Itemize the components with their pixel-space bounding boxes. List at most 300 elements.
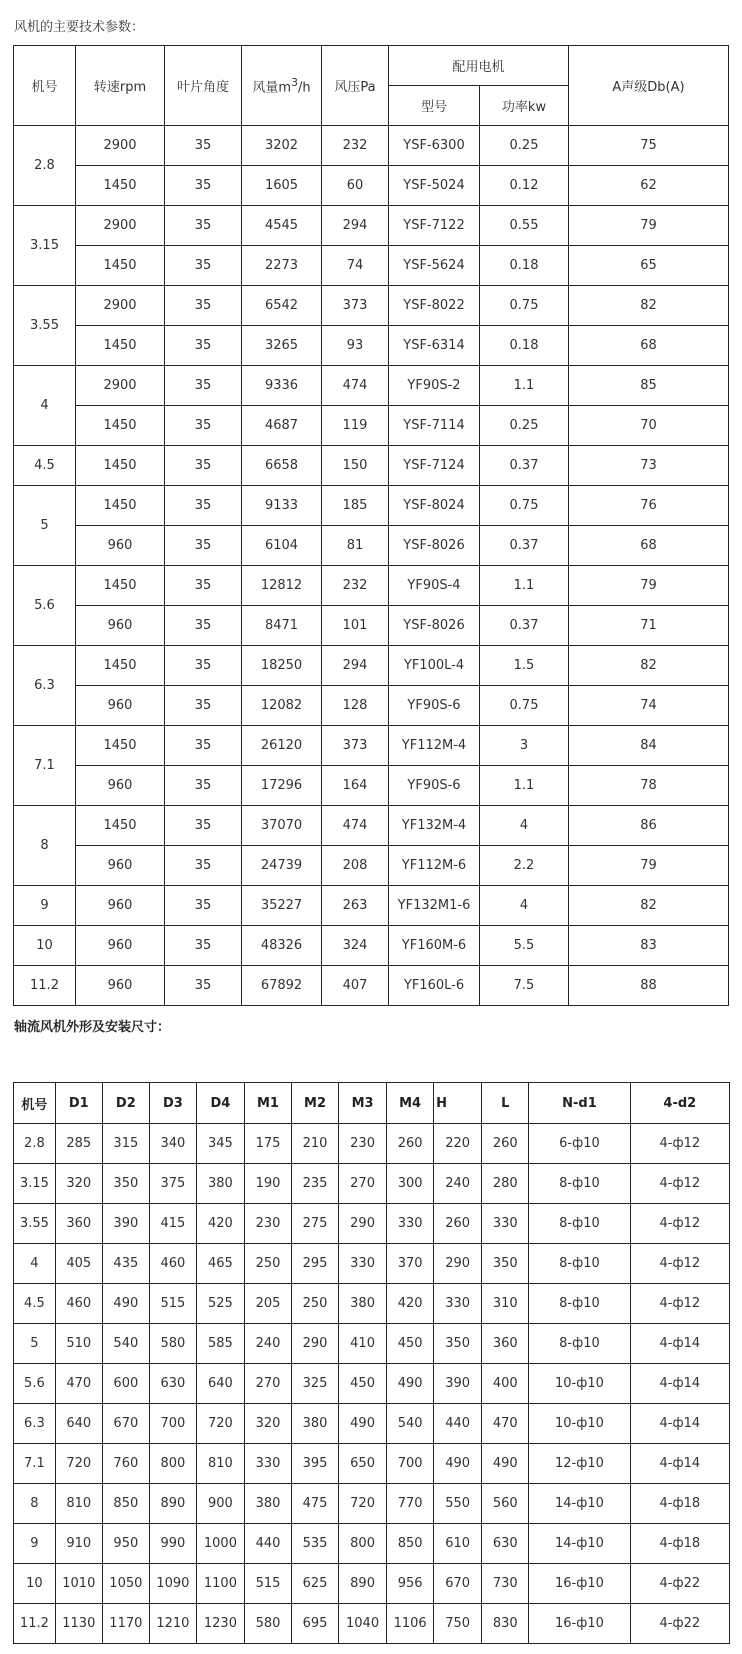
col-motor-group: 配用电机 [389,46,569,86]
model-cell: 7.1 [14,726,76,806]
fan-parameters-table [13,45,729,1006]
table-cell: 3.15 [14,1164,56,1204]
table-cell: 6.3 [14,1404,56,1444]
table-cell: 250 [292,1284,339,1324]
table-cell: 12812 [242,566,322,606]
table-cell: 78 [569,766,729,806]
col-air-flow [242,46,322,126]
table-cell: 1450 [76,486,165,526]
table-cell: 350 [434,1324,482,1364]
table-cell: 4.5 [14,1284,56,1324]
model-cell: 4 [14,366,76,446]
table-cell: 4-ф12 [630,1284,729,1324]
column-header: 机号 [14,1083,56,1124]
table-cell: 460 [149,1244,196,1284]
table-cell: 1100 [196,1564,244,1604]
model-cell: 6.3 [14,646,76,726]
table-row [14,206,729,246]
table-cell: 8471 [242,606,322,646]
table-cell: 79 [569,566,729,606]
table-cell: 1210 [149,1604,196,1644]
table-cell: 35 [165,366,242,406]
table-row [14,1284,730,1324]
table-cell: 1450 [76,566,165,606]
table-cell: 17296 [242,766,322,806]
table-cell: 205 [244,1284,291,1324]
table-cell: 960 [76,526,165,566]
model-cell: 10 [14,926,76,966]
col-pressure: 风压Pa [322,46,389,126]
table-cell: 128 [322,686,389,726]
table-cell: 60 [322,166,389,206]
table-cell: 720 [55,1444,102,1484]
table-cell: 35 [165,286,242,326]
table-row [14,1244,730,1284]
table-cell: 960 [76,926,165,966]
table-cell: 1040 [339,1604,387,1644]
table-cell: 435 [102,1244,149,1284]
column-header: D1 [55,1083,102,1124]
table-cell: 395 [292,1444,339,1484]
table-cell: 185 [322,486,389,526]
table-cell: 350 [482,1244,529,1284]
table-cell: 295 [292,1244,339,1284]
table-cell: 35 [165,886,242,926]
col-blade-angle: 叶片角度 [165,46,242,126]
table-cell: 14-ф10 [529,1484,630,1524]
table-cell: 474 [322,806,389,846]
table-row [14,366,729,406]
table-cell: 263 [322,886,389,926]
table-cell: 14-ф10 [529,1524,630,1564]
table-cell: 380 [339,1284,387,1324]
table-cell: YF132M-4 [389,806,480,846]
model-cell: 3.55 [14,286,76,366]
table-cell: 960 [76,886,165,926]
table-cell: 0.37 [480,446,569,486]
table-cell: 380 [196,1164,244,1204]
table-row [14,326,729,366]
table-cell: 400 [482,1364,529,1404]
table-cell: 4-ф12 [630,1244,729,1284]
table-cell: 74 [569,686,729,726]
table-cell: 1130 [55,1604,102,1644]
table-cell: 83 [569,926,729,966]
table-cell: 720 [339,1484,387,1524]
table-cell: 10 [14,1564,56,1604]
table-row [14,526,729,566]
table-cell: YF90S-6 [389,766,480,806]
table-cell: 1010 [55,1564,102,1604]
table-cell: 84 [569,726,729,766]
table-cell: 93 [322,326,389,366]
table-row [14,446,729,486]
table-cell: YF90S-4 [389,566,480,606]
table-cell: 440 [434,1404,482,1444]
model-cell: 2.8 [14,126,76,206]
table-cell: 420 [196,1204,244,1244]
table-cell: 2900 [76,206,165,246]
table-cell: 35 [165,246,242,286]
table-cell: 760 [102,1444,149,1484]
table-cell: 0.37 [480,526,569,566]
table-row [14,646,729,686]
table-cell: 65 [569,246,729,286]
table-cell: 270 [339,1164,387,1204]
table-row [14,846,729,886]
table-row [14,1164,730,1204]
table-row [14,1324,730,1364]
table-cell: 35 [165,166,242,206]
table-cell: 35 [165,326,242,366]
table-cell: 1106 [387,1604,434,1644]
table-cell: 11.2 [14,1604,56,1644]
table-cell: 6-ф10 [529,1124,630,1164]
column-header: D3 [149,1083,196,1124]
table-row [14,126,729,166]
table-cell: 6542 [242,286,322,326]
table-cell: 8-ф10 [529,1204,630,1244]
table-cell: 70 [569,406,729,446]
table-cell: 720 [196,1404,244,1444]
table-cell: 510 [55,1324,102,1364]
table-cell: 79 [569,846,729,886]
table-cell: 475 [292,1484,339,1524]
table-cell: 956 [387,1564,434,1604]
table-cell: 4-ф18 [630,1524,729,1564]
table-cell: 670 [434,1564,482,1604]
table-cell: 260 [434,1204,482,1244]
table-cell: 373 [322,726,389,766]
table-cell: 208 [322,846,389,886]
table-row [14,886,729,926]
table-cell: 6104 [242,526,322,566]
table-cell: 175 [244,1124,291,1164]
column-header: M4 [387,1083,434,1124]
table-cell: 285 [55,1124,102,1164]
table-row [14,1204,730,1244]
table-cell: 1450 [76,646,165,686]
table-cell: 7.5 [480,966,569,1006]
column-header: 4-d2 [630,1083,729,1124]
model-cell: 5 [14,486,76,566]
table-cell: 515 [149,1284,196,1324]
table-cell: 800 [149,1444,196,1484]
table-cell: 325 [292,1364,339,1404]
table-cell: 450 [339,1364,387,1404]
table-cell: 450 [387,1324,434,1364]
table-cell: 235 [292,1164,339,1204]
table-cell: 240 [434,1164,482,1204]
table-cell: 9336 [242,366,322,406]
table-cell: YF90S-2 [389,366,480,406]
table-cell: 0.18 [480,246,569,286]
table-cell: 300 [387,1164,434,1204]
table-cell: 35 [165,646,242,686]
table-cell: 2273 [242,246,322,286]
table-row [14,1484,730,1524]
table-cell: YSF-8026 [389,526,480,566]
table-cell: 850 [387,1524,434,1564]
table-cell: 4-ф22 [630,1564,729,1604]
table-cell: 330 [434,1284,482,1324]
model-cell: 4.5 [14,446,76,486]
table-cell: 101 [322,606,389,646]
table-cell: 294 [322,206,389,246]
table-cell: 320 [55,1164,102,1204]
table-cell: 260 [387,1124,434,1164]
table-cell: 4687 [242,406,322,446]
table-cell: YSF-8026 [389,606,480,646]
table-cell: YSF-8022 [389,286,480,326]
table-cell: 370 [387,1244,434,1284]
table-cell: 7.1 [14,1444,56,1484]
col-model: 机号 [14,46,76,126]
table-cell: 24739 [242,846,322,886]
table-cell: 580 [149,1324,196,1364]
table-cell: 330 [387,1204,434,1244]
table-cell: 625 [292,1564,339,1604]
table-cell: YSF-6314 [389,326,480,366]
table-cell: 375 [149,1164,196,1204]
table-cell: YF112M-4 [389,726,480,766]
table-cell: 294 [322,646,389,686]
table-row [14,606,729,646]
table-cell: 800 [339,1524,387,1564]
table-cell: 960 [76,846,165,886]
table-cell: YF132M1-6 [389,886,480,926]
table-cell: 1090 [149,1564,196,1604]
column-header: H [434,1083,482,1124]
table-cell: 62 [569,166,729,206]
table-cell: 700 [149,1404,196,1444]
table-cell: 1050 [102,1564,149,1604]
table-cell: 525 [196,1284,244,1324]
table-cell: 164 [322,766,389,806]
table-cell: 73 [569,446,729,486]
table-row [14,246,729,286]
table-cell: 580 [244,1604,291,1644]
table-cell: 35 [165,526,242,566]
table-cell: 470 [482,1404,529,1444]
table-cell: 3 [480,726,569,766]
table-cell: 440 [244,1524,291,1564]
table-cell: YSF-8024 [389,486,480,526]
table-cell: 610 [434,1524,482,1564]
table-cell: 380 [292,1404,339,1444]
table-cell: 350 [102,1164,149,1204]
table-cell: 730 [482,1564,529,1604]
table-row [14,566,729,606]
table-cell: 75 [569,126,729,166]
table-cell: 4-ф18 [630,1484,729,1524]
table-cell: 470 [55,1364,102,1404]
table-cell: 4-ф14 [630,1404,729,1444]
table-cell: 4-ф22 [630,1604,729,1644]
table-cell: YF160M-6 [389,926,480,966]
table-cell: 1.1 [480,566,569,606]
table-cell: 8-ф10 [529,1164,630,1204]
table-cell: 119 [322,406,389,446]
table-cell: 10-ф10 [529,1364,630,1404]
table-cell: 35 [165,606,242,646]
table-row [14,1444,730,1484]
table-cell: 2.8 [14,1124,56,1164]
table-cell: 415 [149,1204,196,1244]
column-header: M3 [339,1083,387,1124]
table-row [14,686,729,726]
table-cell: 360 [482,1324,529,1364]
flow-unit-suffix: /h [297,80,311,96]
table-cell: YSF-7114 [389,406,480,446]
table-cell: 6658 [242,446,322,486]
table-cell: 1450 [76,446,165,486]
table-cell: 600 [102,1364,149,1404]
table-row [14,286,729,326]
table-cell: 310 [482,1284,529,1324]
table-cell: 330 [339,1244,387,1284]
table-cell: 8-ф10 [529,1244,630,1284]
table-cell: 890 [339,1564,387,1604]
table-cell: YSF-5624 [389,246,480,286]
table-cell: YSF-5024 [389,166,480,206]
flow-unit-exponent: 3 [291,75,298,89]
table-cell: 1000 [196,1524,244,1564]
table-cell: 275 [292,1204,339,1244]
table-cell: 0.18 [480,326,569,366]
table-cell: 18250 [242,646,322,686]
table-cell: 490 [339,1404,387,1444]
table-row [14,1404,730,1444]
table-cell: 4 [14,1244,56,1284]
table-cell: 82 [569,886,729,926]
table-cell: 4-ф14 [630,1324,729,1364]
table-cell: 0.75 [480,486,569,526]
col-sound-level: A声级Db(A) [569,46,729,126]
table-cell: 230 [339,1124,387,1164]
table-cell: 1.1 [480,366,569,406]
table-cell: 1605 [242,166,322,206]
table-cell: 232 [322,566,389,606]
table-cell: 12082 [242,686,322,726]
table-cell: 560 [482,1484,529,1524]
table-cell: 1170 [102,1604,149,1644]
table-row [14,1524,730,1564]
flow-label: 风量m [252,80,292,96]
table-cell: 82 [569,286,729,326]
dimensions-table [13,1082,730,1644]
table-cell: 320 [244,1404,291,1444]
table-cell: 71 [569,606,729,646]
table-cell: 0.75 [480,686,569,726]
table-cell: 35 [165,726,242,766]
dimensions-body [14,1124,730,1644]
table-cell: 35 [165,566,242,606]
table-cell: 35 [165,806,242,846]
table-cell: 330 [244,1444,291,1484]
col-motor-type: 型号 [389,86,480,126]
table-cell: 390 [102,1204,149,1244]
column-header: D2 [102,1083,149,1124]
table-cell: 35 [165,486,242,526]
table-cell: 540 [102,1324,149,1364]
table-cell: 5.6 [14,1364,56,1404]
table-row [14,966,729,1006]
table-cell: YF112M-6 [389,846,480,886]
table-cell: 37070 [242,806,322,846]
table-cell: 8-ф10 [529,1324,630,1364]
table-cell: 5 [14,1324,56,1364]
table-cell: 410 [339,1324,387,1364]
table-cell: 26120 [242,726,322,766]
table-cell: 1.5 [480,646,569,686]
table-cell: 695 [292,1604,339,1644]
table-cell: 960 [76,966,165,1006]
fan-parameters-body [14,126,729,1006]
table-cell: 48326 [242,926,322,966]
table-cell: 650 [339,1444,387,1484]
table-cell: 0.25 [480,126,569,166]
table-cell: 1450 [76,166,165,206]
dimensions-header-row [14,1083,730,1124]
table-cell: 490 [434,1444,482,1484]
table-cell: 345 [196,1124,244,1164]
table-cell: 390 [434,1364,482,1404]
table-cell: 850 [102,1484,149,1524]
model-cell: 5.6 [14,566,76,646]
table-cell: 68 [569,326,729,366]
table-cell: 10-ф10 [529,1404,630,1444]
col-motor-power: 功率kw [480,86,569,126]
table-cell: 4545 [242,206,322,246]
table-cell: 1450 [76,326,165,366]
table-row [14,166,729,206]
section1-caption: 风机的主要技术参数： [14,20,145,35]
table-cell: 4-ф12 [630,1124,729,1164]
table-cell: 82 [569,646,729,686]
table-cell: 76 [569,486,729,526]
table-cell: 460 [55,1284,102,1324]
table-cell: 830 [482,1604,529,1644]
table-cell: 490 [387,1364,434,1404]
table-cell: 35 [165,686,242,726]
table-cell: 35 [165,446,242,486]
table-cell: 1450 [76,726,165,766]
column-header: D4 [196,1083,244,1124]
table-cell: 150 [322,446,389,486]
table-cell: 340 [149,1124,196,1164]
table-cell: 240 [244,1324,291,1364]
table-cell: 88 [569,966,729,1006]
table-cell: 2.2 [480,846,569,886]
table-cell: 1.1 [480,766,569,806]
table-cell: 540 [387,1404,434,1444]
table-cell: 1450 [76,806,165,846]
table-cell: 490 [102,1284,149,1324]
table-cell: 3.55 [14,1204,56,1244]
column-header: L [482,1083,529,1124]
table-cell: 250 [244,1244,291,1284]
model-cell: 3.15 [14,206,76,286]
table-cell: 535 [292,1524,339,1564]
column-header: M1 [244,1083,291,1124]
table-cell: 68 [569,526,729,566]
table-cell: 16-ф10 [529,1604,630,1644]
table-cell: 8-ф10 [529,1284,630,1324]
table-cell: 420 [387,1284,434,1324]
table-cell: 4 [480,886,569,926]
table-cell: 330 [482,1204,529,1244]
